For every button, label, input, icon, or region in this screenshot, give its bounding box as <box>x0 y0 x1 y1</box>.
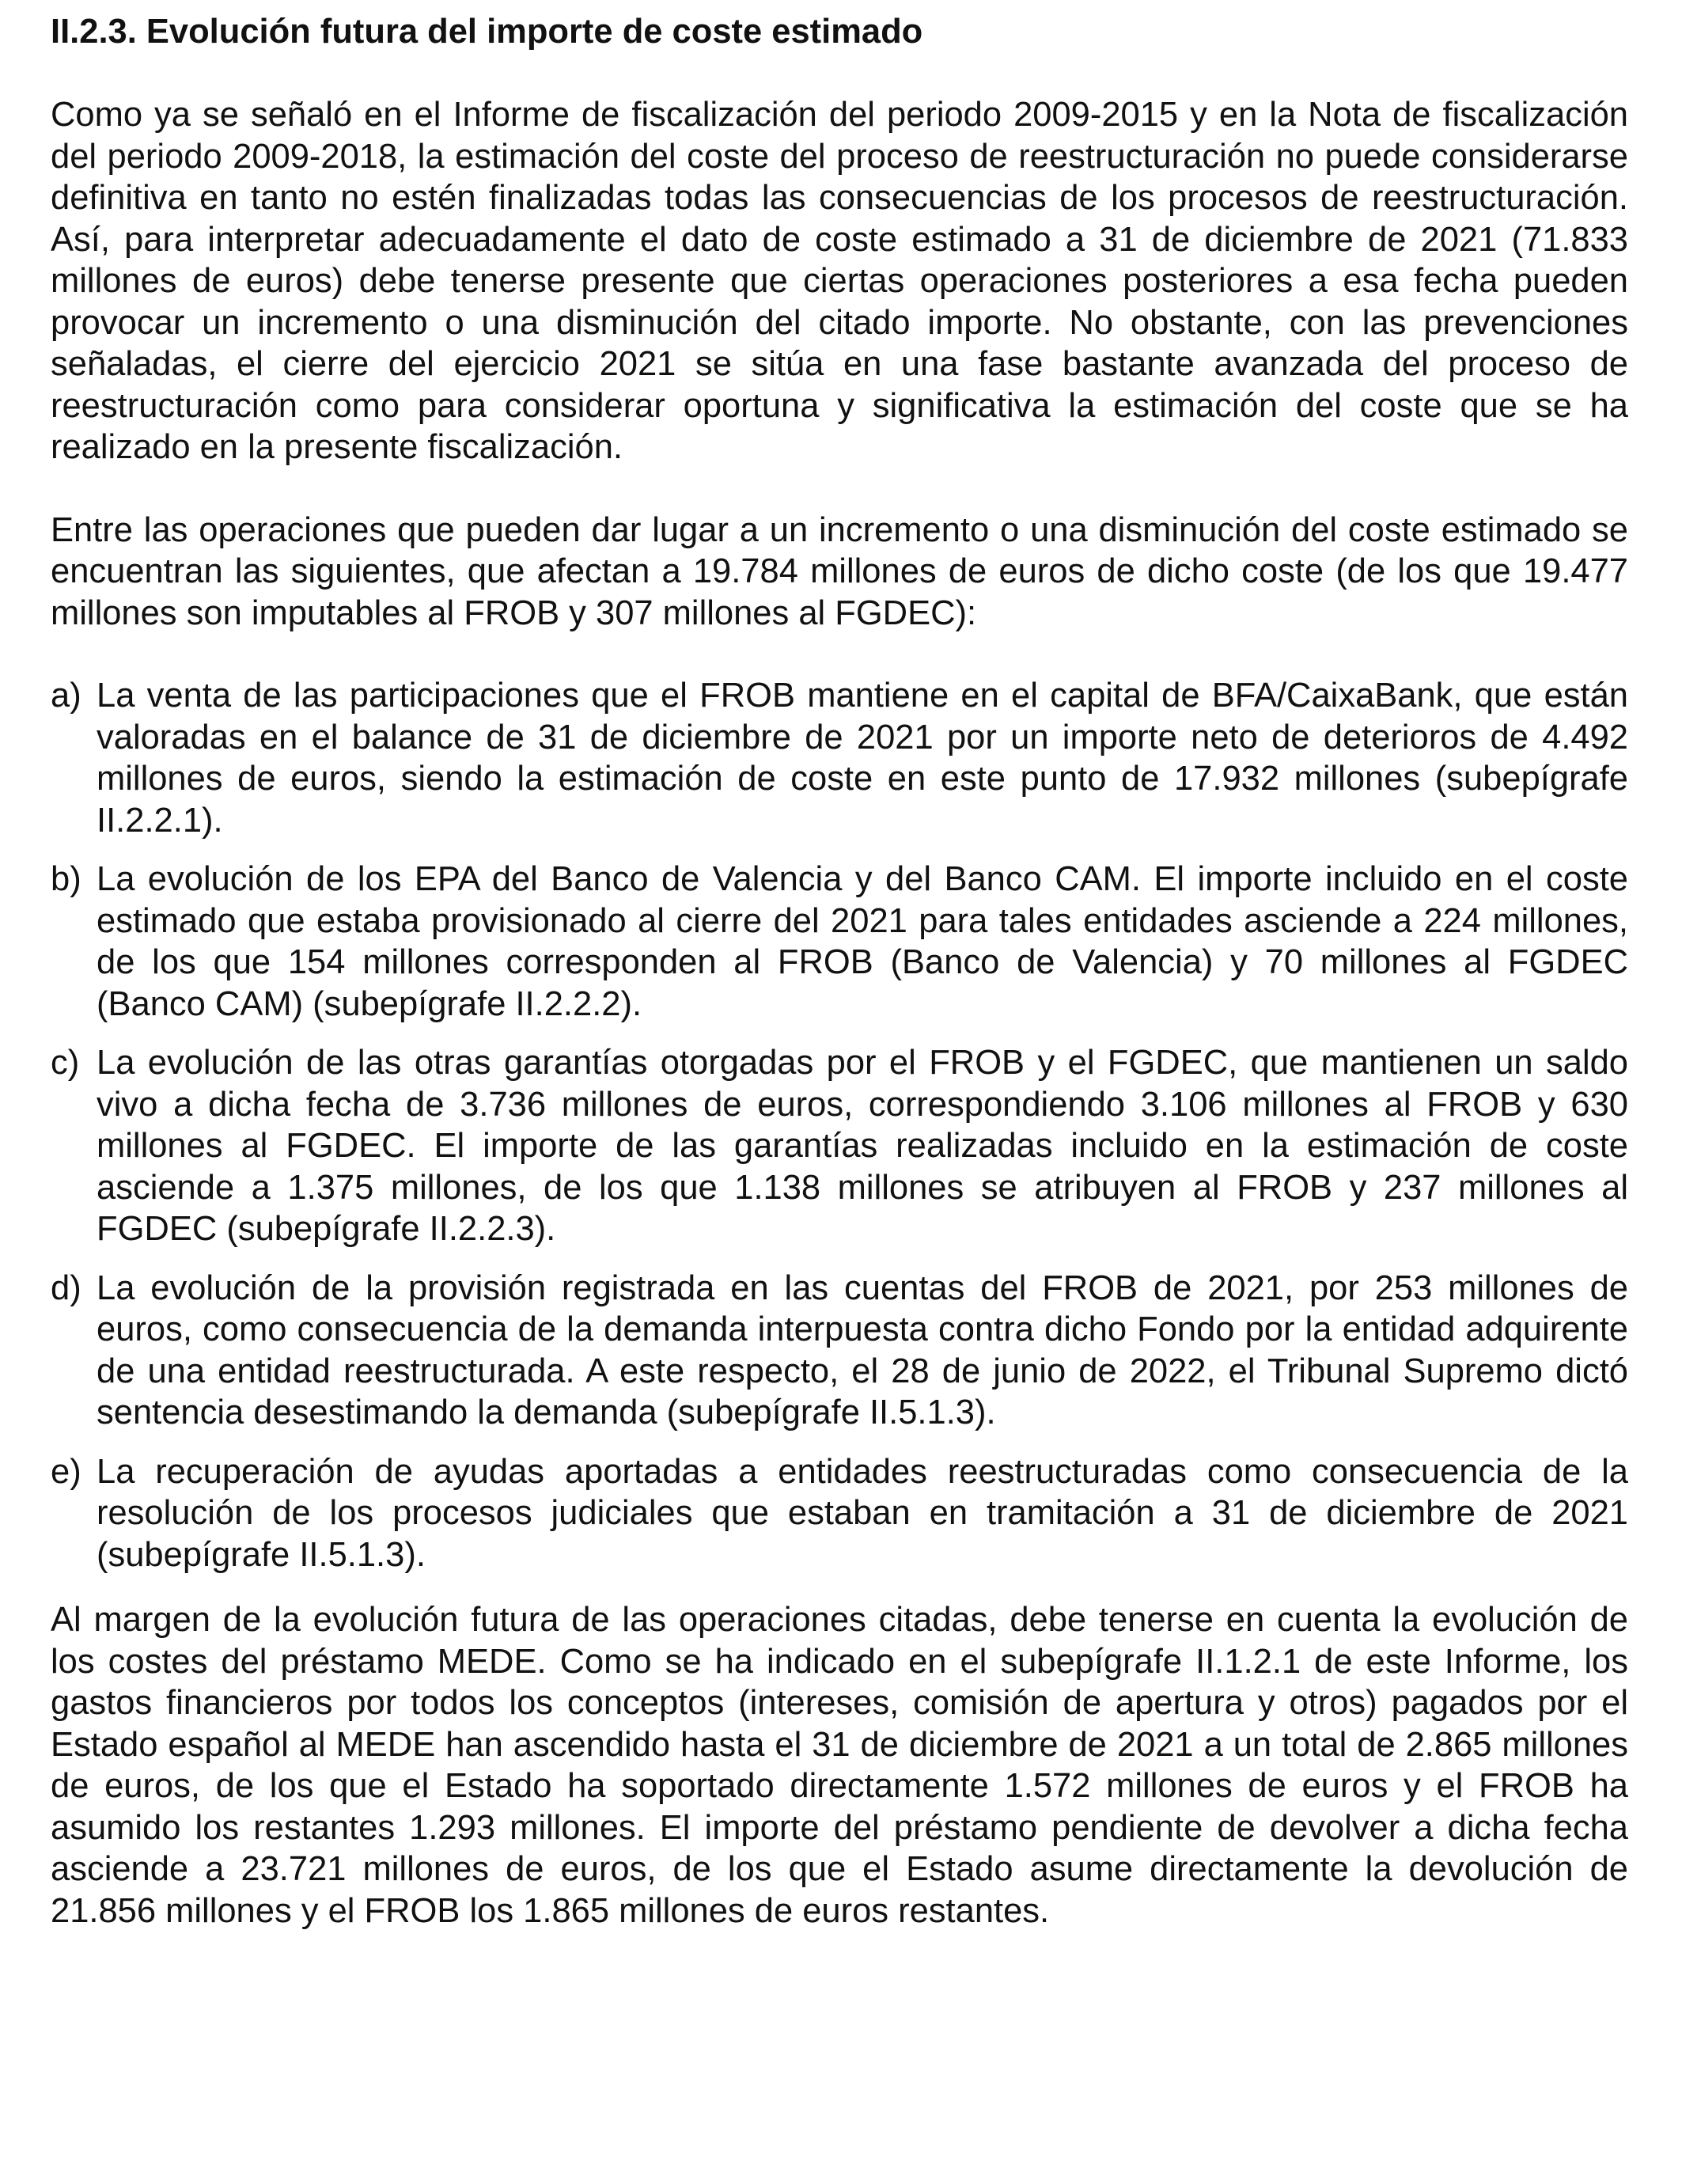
list-item <box>51 859 1628 1025</box>
operations-list <box>51 675 1628 1575</box>
list-marker: a) <box>51 677 81 715</box>
list-marker: e) <box>51 1452 81 1491</box>
list-marker: d) <box>51 1268 81 1307</box>
list-item-text: La evolución de las otras garantías otorgadas por el FROB y el FGDEC, que mantienen un saldo vivo a dicha fecha de 3.736 millones de euros, correspondiendo 3.106 millones al FROB y 630 millones al FGDEC. El importe de las garantías realizadas incluido en la estimación de coste asciende a 1.375 millones, de los que 1.138 millones se atribuyen al FROB y 237 millones al FGDEC (subepígrafe II.2.2.3). <box>97 1044 1628 1248</box>
operations-paragraph: Entre las operaciones que pueden dar lugar a un incremento o una disminución del coste estimado se encuentran las siguientes, que afectan a 19.784 millones de euros de dicho coste (de los que 19.477 millones son imputables al FROB y 307 millones al FGDEC): <box>51 510 1628 632</box>
intro-paragraph: Como ya se señaló en el Informe de fiscalización del periodo 2009-2015 y en la Nota de fiscalización del periodo 2009-2018, la estimación del coste del proceso de reestructuración no puede considerarse definitiva en tanto no estén finalizadas todas las consecuencias de los procesos de reestructuración. Así, para interpretar adecuadamente el dato de coste estimado a 31 de diciembre de 2021 (71.833 millones de euros) debe tenerse presente que ciertas operaciones posteriores a esa fecha pueden provocar un incremento o una disminución del citado importe. No obstante, con las prevenciones señaladas, el cierre del ejercicio 2021 se sitúa en una fase bastante avanzada del proceso de reestructuración como para considerar oportuna y significativa la estimación del coste que se ha realizado en la presente fiscalización. <box>51 96 1628 466</box>
list-item <box>51 675 1628 841</box>
document-page <box>51 11 1628 1932</box>
list-marker: b) <box>51 860 81 898</box>
list-item <box>51 1268 1628 1434</box>
list-marker: c) <box>51 1044 80 1082</box>
list-item-text: La evolución de los EPA del Banco de Valencia y del Banco CAM. El importe incluido en el coste estimado que estaba provisionado al cierre del 2021 para tales entidades asciende a 224 millones, de los que 154 millones corresponden al FROB (Banco de Valencia) y 70 millones al FGDEC (Banco CAM) (subepígrafe II.2.2.2). <box>97 860 1628 1023</box>
list-item-text: La evolución de la provisión registrada en las cuentas del FROB de 2021, por 253 millones de euros, como consecuencia de la demanda interpuesta contra dicho Fondo por la entidad adquirente de una entidad reestructurada. A este respecto, el 28 de junio de 2022, el Tribunal Supremo dictó sentencia desestimando la demanda (subepígrafe II.5.1.3). <box>97 1268 1628 1431</box>
closing-paragraph: Al margen de la evolución futura de las operaciones citadas, debe tenerse en cuenta la evolución de los costes del préstamo MEDE. Como se ha indicado en el subepígrafe II.1.2.1 de este Informe, los gastos financieros por todos los conceptos (intereses, comisión de apertura y otros) pagados por el Estado español al MEDE han ascendido hasta el 31 de diciembre de 2021 a un total de 2.865 millones de euros, de los que el Estado ha soportado directamente 1.572 millones de euros y el FROB ha asumido los restantes 1.293 millones. El importe del préstamo pendiente de devolver a dicha fecha asciende a 23.721 millones de euros, de los que el Estado asume directamente la devolución de 21.856 millones y el FROB los 1.865 millones de euros restantes. <box>51 1601 1628 1930</box>
list-item-text: La venta de las participaciones que el FROB mantiene en el capital de BFA/CaixaBank, que están valoradas en el balance de 31 de diciembre de 2021 por un importe neto de deterioros de 4.492 millones de euros, siendo la estimación de coste en este punto de 17.932 millones (subepígrafe II.2.2.1). <box>97 677 1628 840</box>
list-item <box>51 1042 1628 1250</box>
list-item-text: La recuperación de ayudas aportadas a entidades reestructuradas como consecuencia de la resolución de los procesos judiciales que estaban en tramitación a 31 de diciembre de 2021 (subepígrafe II.5.1.3). <box>97 1452 1628 1574</box>
section-heading: II.2.3. Evolución futura del importe de coste estimado <box>51 13 923 51</box>
list-item <box>51 1451 1628 1576</box>
